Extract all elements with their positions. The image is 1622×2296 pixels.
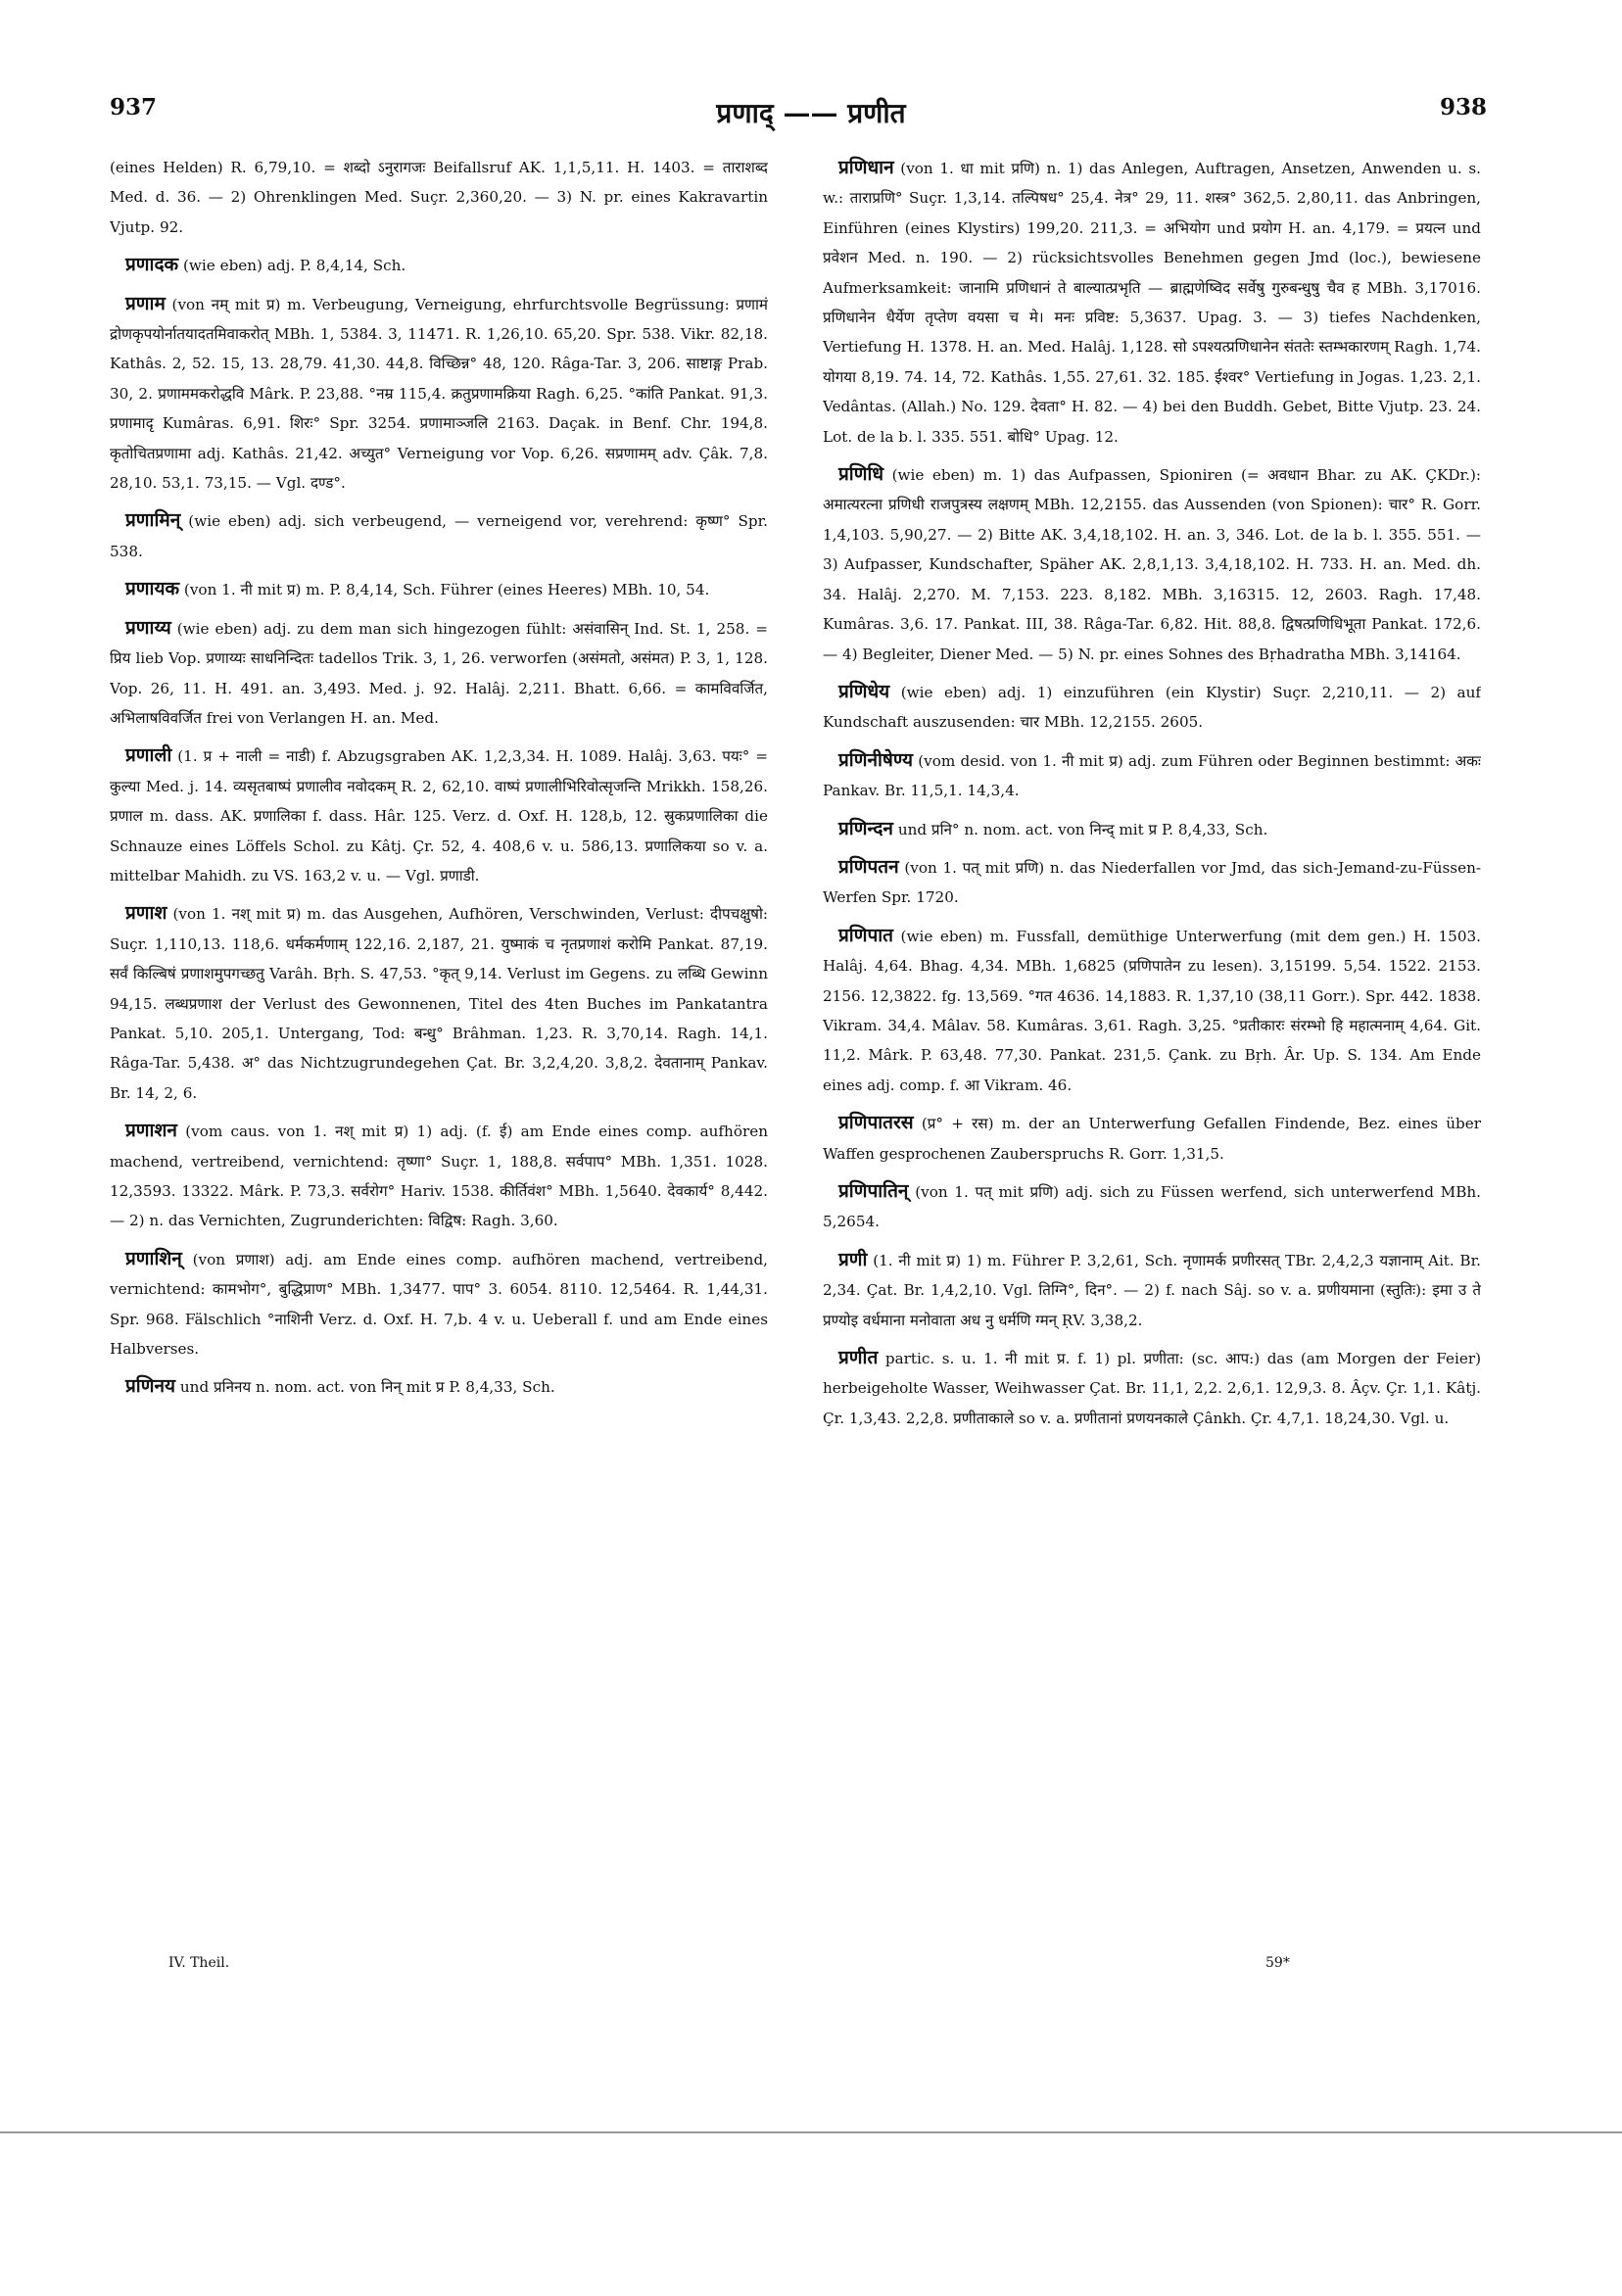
dictionary-entry	[823, 1176, 1481, 1237]
dictionary-entry	[823, 921, 1481, 1100]
entry-headword: प्रणादक	[125, 254, 179, 276]
dictionary-entry	[110, 1244, 768, 1364]
dictionary-entry	[110, 574, 768, 604]
entry-headword: प्रणिपातरस	[838, 1112, 914, 1134]
running-header-title: प्रणाद् —— प्रणीत	[716, 97, 906, 129]
dictionary-entry	[823, 1343, 1481, 1433]
dictionary-entry	[110, 289, 768, 499]
entry-headword: प्रणिपातिन्	[838, 1180, 909, 1202]
dictionary-entry	[110, 250, 768, 280]
bottom-rule	[0, 2131, 1622, 2133]
entry-headword: प्रणिनय	[125, 1375, 176, 1398]
dictionary-entry	[110, 1371, 768, 1402]
entry-headword: प्रणामिन्	[125, 509, 181, 532]
entry-headword: प्रणाशन	[125, 1120, 177, 1142]
volume-label: IV. Theil.	[168, 1955, 230, 1971]
entry-headword: प्रणिपात	[838, 924, 894, 946]
entry-headword: प्रणाय्य	[125, 616, 171, 639]
dictionary-entry	[823, 1108, 1481, 1169]
entry-headword: प्रणाश	[125, 902, 167, 925]
dictionary-entry	[823, 153, 1481, 452]
entry-text: (vom caus. von 1. नश् mit प्र) 1) adj. (f. ई) am Ende eines comp. aufhören machend, vertreibend, vernichtend: तृष्णा° Suçr. 1, 188,8. सर्वपाप° MBh. 1,351. 1028. 12,3593. 13322. Mârk. P. 73,3. सर्वरोग° Hariv. 1538. कीर्तिवंश° MBh. 1,5640. देवकार्य° 8,442. — 2) n. das Vernichten, Zugrunderichten: विद्विष: Ragh. 3,60.	[110, 1123, 768, 1230]
dictionary-entry	[110, 1116, 768, 1236]
dictionary-entry	[823, 459, 1481, 669]
entry-headword: प्रणिधेय	[838, 680, 890, 702]
entry-text: (प्र° + रस) m. der an Unterwerfung Gefallen Findende, Bez. eines über Waffen gesprochenen Zauberspruchs R. Gorr. 1,31,5.	[823, 1115, 1481, 1163]
entry-text: (von 1. नश् mit प्र) m. das Ausgehen, Aufhören, Verschwinden, Verlust: दीपचक्षुषो: Suçr. 1,110,13. 118,6. धर्मकर्मणाम् 122,16. 2,187, 21. युष्माकं च नृतप्रणाशं करोमि Pankat. 87,19. सर्वं किल्बिषं प्रणाशमुपगच्छतु Varâh. Bṛh. S. 47,53. °कृत् 9,14. Verlust im Gegens. zu लब्धि Gewinn 94,15. लब्धप्रणाश der Verlust des Gewonnenen, Titel des 4ten Buches im Pankatantra Pankat. 5,10. 205,1. Untergang, Tod: बन्धु° Brâhman. 1,23. R. 3,70,14. Ragh. 14,1. Râga-Tar. 5,438. अ° das Nichtzugrundegehen Çat. Br. 3,2,4,20. 3,8,2. देवतानाम् Pankav. Br. 14, 2, 6.	[110, 905, 768, 1102]
entry-text: partic. s. u. 1. नी mit प्र. f. 1) pl. प्रणीता: (sc. आप:) das (am Morgen der Feier) herbeigeholte Wasser, Weihwasser Çat. Br. 11,1, 2,2. 2,6,1. 12,9,3. 8. Âçv. Çr. 1,1. Kâtj. Çr. 1,3,43. 2,2,8. प्रणीताकाले so v. a. प्रणीतानां प्रणयनकाले Çânkh. Çr. 4,7,1. 18,24,30. Vgl. u.	[823, 1350, 1481, 1427]
dictionary-entry	[823, 677, 1481, 738]
dictionary-entry	[823, 745, 1481, 806]
left-column	[110, 153, 768, 1945]
dictionary-entry	[110, 505, 768, 566]
entry-text: (eines Helden) R. 6,79,10. = शब्दो ऽनुरागजः Beifallsruf AK. 1,1,5,11. H. 1403. = ताराशब्द Med. d. 36. — 2) Ohrenklingen Med. Suçr. 2,360,20. — 3) N. pr. eines Kakravartin Vjutp. 92.	[110, 159, 768, 236]
entry-text: (1. नी mit प्र) 1) m. Führer P. 3,2,61, Sch. नृणामर्क प्रणीरसत् TBr. 2,4,2,3 यज्ञानाम् Ait. Br. 2,34. Çat. Br. 1,4,2,10. Vgl. तिग्नि°, दिन°. — 2) f. nach Sâj. so v. a. प्रणीयमाना (स्तुतिः): इमा उ ते प्रण्योइ वर्धमाना मनोवाता अध नु धर्मणि ग्मन् ṚV. 3,38,2.	[823, 1251, 1481, 1329]
entry-text: (wie eben) adj. sich verbeugend, — verneigend vor, verehrend: कृष्ण° Spr. 538.	[110, 512, 768, 560]
dictionary-entry	[110, 898, 768, 1108]
entry-text: (von 1. नी mit प्र) m. P. 8,4,14, Sch. Führer (eines Heeres) MBh. 10, 54.	[183, 581, 710, 599]
entry-text: (von नम् mit प्र) m. Verbeugung, Verneigung, ehrfurchtsvolle Begrüssung: प्रणामं द्रोणकृपयोर्नातयादतमिवाकरोत् MBh. 1, 5384. 3, 11471. R. 1,26,10. 65,20. Spr. 538. Vikr. 82,18. Kathâs. 2, 52. 15, 13. 28,79. 41,30. 44,8. विच्छिन्न° 48, 120. Râga-Tar. 3, 206. साष्टाङ्ग Prab. 30, 2. प्रणाममकरोद्धवि Mârk. P. 23,88. °नम्र 115,4. क्रतुप्रणामक्रिया Ragh. 6,25. °कांति Pankat. 91,3. प्रणामादृ Kumâras. 6,91. शिरः° Spr. 3254. प्रणामाञ्जलि 2163. Daçak. in Benf. Chr. 194,8. कृतोचितप्रणामा adj. Kathâs. 21,42. अच्युत° Verneigung vor Vop. 6,26. सप्रणामम् adv. Çâk. 7,8. 28,10. 53,1. 73,15. — Vgl. दण्ड°.	[110, 295, 768, 493]
entry-headword: प्रणायक	[125, 578, 180, 600]
entry-text: (wie eben) adj. 1) einzuführen (ein Klystir) Suçr. 2,210,11. — 2) auf Kundschaft auszusenden: चार MBh. 12,2155. 2605.	[823, 683, 1481, 732]
entry-headword: प्रणिनीषेण्य	[838, 748, 913, 771]
entry-text: (vom desid. von 1. नी mit प्र) adj. zum Führen oder Beginnen bestimmt: अकः Pankav. Br. 11,5,1. 14,3,4.	[823, 751, 1481, 800]
right-column	[823, 153, 1481, 1945]
entry-headword: प्रणिधि	[838, 463, 884, 486]
page-number-right: 938	[1440, 94, 1488, 120]
dictionary-entry	[823, 814, 1481, 844]
entry-headword: प्रणिन्दन	[838, 817, 893, 839]
page-number-left: 937	[110, 94, 158, 120]
entry-headword: प्रणिपतन	[838, 855, 899, 878]
entry-text: (wie eben) m. 1) das Aufpassen, Spioniren (= अवधान Bhar. zu AK. ÇKDr.): अमात्यरत्ना प्रणिधी राजपुत्रस्य लक्षणम् MBh. 12,2155. das Aussenden (von Spionen): चार° R. Gorr. 1,4,103. 5,90,27. — 2) Bitte AK. 3,4,18,102. H. an. 3, 346. Lot. de la b. l. 355. 551. — 3) Aufpasser, Kundschafter, Späher AK. 2,8,1,13. 3,4,18,102. H. 733. H. an. Med. dh. 34. Halâj. 2,270. M. 7,153. 223. 8,182. MBh. 3,16315. 12, 2603. Ragh. 17,48. Kumâras. 3,6. 17. Pankat. III, 38. Râga-Tar. 6,82. Hit. 88,8. द्विषत्प्रणिधिभूता Pankat. 172,6. — 4) Begleiter, Diener Med. — 5) N. pr. eines Sohnes des Bṛhadratha MBh. 3,14164.	[823, 466, 1481, 663]
entry-headword: प्रणिधान	[838, 157, 894, 178]
entry-text: (von 1. पत् mit प्रणि) n. das Niederfallen vor Jmd, das sich-Jemand-zu-Füssen-Werfen Spr. 1720.	[823, 858, 1481, 907]
dictionary-entry	[110, 153, 768, 242]
entry-text: (wie eben) adj. zu dem man sich hingezogen fühlt: असंवासिन् Ind. St. 1, 258. = प्रिय lieb Vop. प्रणाय्यः साधनिन्दितः tadellos Trik. 3, 1, 26. verworfen (असंमतो, असंमत) P. 3, 1, 128. Vop. 26, 11. H. 491. an. 3,493. Med. j. 92. Halâj. 2,211. Bhatt. 6,66. = कामविवर्जित, अभिलाषविवर्जित frei von Verlangen H. an. Med.	[110, 619, 768, 727]
entry-headword: प्रणीत	[838, 1347, 879, 1369]
entry-text: und प्रनि° n. nom. act. von निन्द् mit प्र P. 8,4,33, Sch.	[897, 820, 1268, 838]
entry-headword: प्रणाली	[125, 744, 172, 767]
dictionary-entry	[823, 1245, 1481, 1335]
entry-headword: प्रणी	[838, 1248, 868, 1270]
entry-text: und प्रनिनय n. nom. act. von निन् mit प्र P. 8,4,33, Sch.	[179, 1378, 555, 1397]
dictionary-entry	[823, 852, 1481, 913]
entry-text: (von 1. पत् mit प्रणि) adj. sich zu Füssen werfend, sich unterwerfend MBh. 5,2654.	[823, 1183, 1481, 1231]
dictionary-entry	[110, 741, 768, 890]
entry-text: (von 1. धा mit प्रणि) n. 1) das Anlegen, Auftragen, Ansetzen, Anwenden u. s. w.: ताराप्रणि° Suçr. 1,3,14. तल्पिषध° 25,4. नेत्र° 29, 11. शस्त्र° 362,5. 2,80,11. das Anbringen, Einführen (eines Klystirs) 199,20. 211,3. = अभियोग und प्रयोग H. an. 4,179. = प्रयत्न und प्रवेशन Med. n. 190. — 2) rücksichtsvolles Benehmen gegen Jmd (loc.), bewiesene Aufmerksamkeit: जानामि प्रणिधानं ते बाल्यात्प्रभृति — ब्राह्मणेष्विद सर्वेषु गुरुबन्धुषु चैव ह MBh. 3,17016. प्रणिधानेन धैर्येण तृप्तेण वयसा च मे। मनः प्रविष्ट: 5,3637. Upag. 3. — 3) tiefes Nachdenken, Vertiefung H. 1378. H. an. Med. Halâj. 1,128. सो ऽपश्यत्प्रणिधानेन संततेः स्तम्भकारणम् Ragh. 1,74. योगया 8,19. 74. 14, 72. Kathâs. 1,55. 27,61. 32. 185. ईश्वर° Vertiefung in Jogas. 1,23. 2,1. Vedântas. (Allah.) No. 129. देवता° H. 82. — 4) bei den Buddh. Gebet, Bitte Vjutp. 23. 24. Lot. de la b. l. 335. 551. बोधि° Upag. 12.	[823, 160, 1481, 446]
entry-headword: प्रणाशिन्	[125, 1247, 182, 1269]
entry-headword: प्रणाम	[125, 292, 166, 314]
dictionary-entry	[110, 613, 768, 734]
entry-text: (wie eben) m. Fussfall, demüthige Unterwerfung (mit dem gen.) H. 1503. Halâj. 4,64. Bhag. 4,34. MBh. 1,6825 (प्रणिपातेन zu lesen). 3,15199. 5,54. 1522. 2153. 2156. 12,3822. fg. 13,569. °गत 4636. 14,1883. R. 1,37,10 (38,11 Gorr.). Spr. 442. 1838. Vikram. 34,4. Mâlav. 58. Kumâras. 3,61. Ragh. 3,25. °प्रतीकारः संरम्भो हि महात्मनाम् 4,64. Git. 11,2. Mârk. P. 63,48. 77,30. Pankat. 231,5. Çank. zu Bṛh. Âr. Up. S. 134. Am Ende eines adj. comp. f. आ Vikram. 46.	[823, 927, 1481, 1094]
signature-mark: 59*	[1265, 1955, 1290, 1971]
entry-text: (wie eben) adj. P. 8,4,14, Sch.	[182, 257, 406, 275]
entry-text: (von प्रणाश) adj. am Ende eines comp. aufhören machend, vertreibend, vernichtend: कामभोग°, बुद्धिप्राण° MBh. 1,3477. पाप° 3. 6054. 8110. 12,5464. R. 1,44,31. Spr. 968. Fälschlich °नाशिनी Verz. d. Oxf. H. 7,b. 4 v. u. Ueberall f. und am Ende eines Halbverses.	[110, 1250, 768, 1359]
entry-text: (1. प्र + नाली = नाडी) f. Abzugsgraben AK. 1,2,3,34. H. 1089. Halâj. 3,63. पयः° = कुल्या Med. j. 14. व्यसृतबाष्पं प्रणालीव नवोदकम् R. 2, 62,10. वाष्पं प्रणालीभिरिवोत्सृजन्ति Mrikkh. 158,26. प्रणाल m. dass. AK. प्रणालिका f. dass. Hâr. 125. Verz. d. Oxf. H. 128,b, 12. स्रुकप्रणालिका die Schnauze eines Löffels Schol. zu Kâtj. Çr. 52, 4. 408,6 v. u. 586,13. प्रणालिकया so v. a. mittelbar Mahidh. zu VS. 163,2 v. u. — Vgl. प्रणाडी.	[110, 747, 768, 885]
